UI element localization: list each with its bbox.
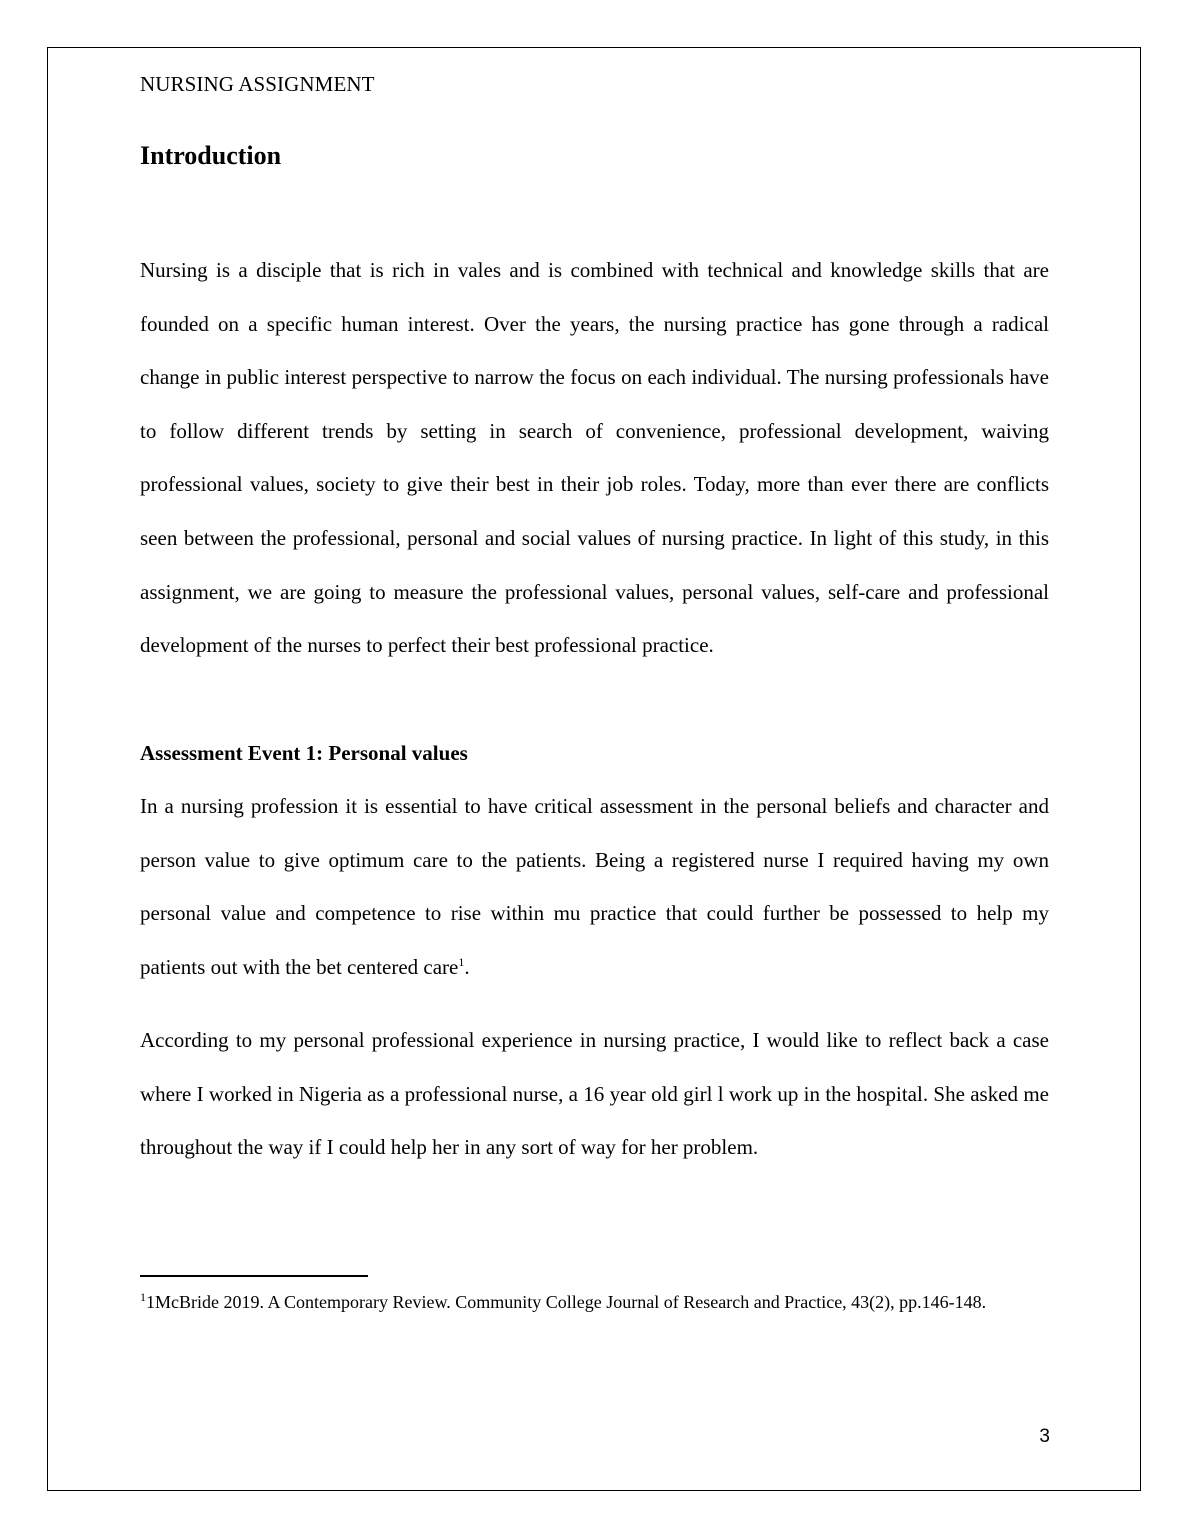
footnote: [140, 1279, 1049, 1325]
section-paragraph-1-end: .: [464, 954, 470, 979]
page-number: 3: [1039, 1426, 1050, 1447]
footnote-separator: [140, 1275, 368, 1277]
intro-paragraph: Nursing is a disciple that is rich in vales and is combined with technical and knowledge skills that are founded on a specific human interest. Over the years, the nursing practice has gone through a radical change in public interest perspective to narrow the focus on each individual. The nursing professionals have to follow different trends by setting in search of convenience, professional development, waiving professional values, society to give their best in their job roles. Today, more than ever there are conflicts seen between the professional, personal and social values of nursing practice. In light of this study, in this assignment, we are going to measure the professional values, personal values, self-care and professional development of the nurses to perfect their best professional practice.: [140, 258, 1049, 658]
section-heading: Assessment Event 1: Personal values: [140, 741, 468, 765]
section-paragraph-2: According to my personal professional experience in nursing practice, I would like to reflect back a case where I worked in Nigeria as a professional nurse, a 16 year old girl l work up in the hospital. She asked me throughout the way if I could help her in any sort of way for her problem.: [140, 1028, 1049, 1160]
footnote-marker: 1: [140, 1290, 146, 1304]
section-paragraph-1-text: In a nursing profession it is essential to have critical assessment in the personal beliefs and character and person value to give optimum care to the patients. Being a registered nurse I required having my own personal value and competence to rise within mu practice that could further be possessed to help my patients out with the bet centered care: [140, 794, 1049, 979]
footnote-reference[interactable]: 1: [458, 954, 465, 969]
running-header: NURSING ASSIGNMENT: [140, 72, 375, 96]
section-paragraph-1: [140, 780, 1049, 994]
page-title: Introduction: [140, 141, 282, 170]
footnote-text: 1McBride 2019. A Contemporary Review. Community College Journal of Research and Practice, 43(2), pp.146-148.: [146, 1292, 987, 1312]
